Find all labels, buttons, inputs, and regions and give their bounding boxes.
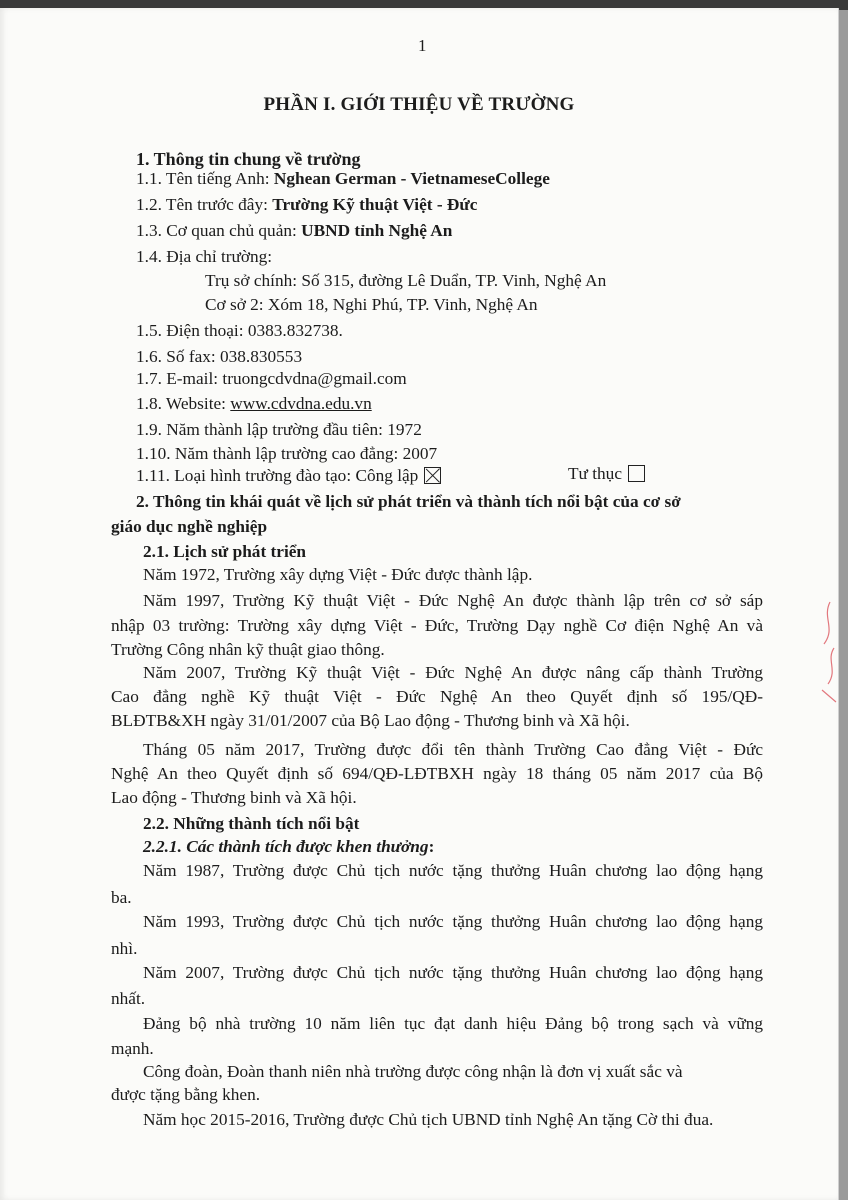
history-paragraph: BLĐTB&XH ngày 31/01/2007 của Bộ Lao động - Thương binh và Xã hội. (111, 711, 630, 730)
item-label: 1.2. Tên trước đây: (136, 195, 273, 214)
private-checkbox[interactable] (628, 465, 645, 482)
history-paragraph: Năm 2007, Trường Kỹ thuật Việt - Đức Nghệ An được nâng cấp thành Trường (143, 663, 763, 682)
item-agency (136, 220, 452, 242)
achievement-paragraph: nhất. (111, 989, 146, 1008)
item-value: Nghean German - VietnameseCollege (273, 169, 550, 188)
item-value: Trường Kỹ thuật Việt - Đức (272, 195, 478, 214)
section-2-2-1-heading (143, 836, 434, 858)
page-number: 1 (418, 36, 427, 55)
achievement-paragraph: mạnh. (111, 1039, 154, 1058)
history-paragraph: Năm 1972, Trường xây dựng Việt - Đức được thành lập. (143, 565, 533, 584)
private-label: Tư thục (568, 464, 622, 483)
section-2-1-heading: 2.1. Lịch sử phát triển (143, 542, 307, 561)
document-page (0, 8, 839, 1200)
item-label: 1.11. Loại hình trường đào tạo: Công lập (136, 466, 419, 485)
item-value: UBND tỉnh Nghệ An (301, 221, 453, 240)
website-link[interactable]: www.cdvdna.edu.vn (230, 394, 372, 413)
item-address-label: 1.4. Địa chỉ trường: (136, 247, 273, 266)
history-paragraph: Nghệ An theo Quyết định số 694/QĐ-LĐTBXH ngày 18 tháng 05 năm 2017 của Bộ (111, 764, 763, 783)
section-2-heading-cont: giáo dục nghề nghiệp (111, 517, 268, 536)
item-school-type (136, 465, 441, 487)
item-label: 1.3. Cơ quan chủ quản: (136, 221, 302, 240)
achievement-paragraph: Năm học 2015-2016, Trường được Chủ tịch UBND tỉnh Nghệ An tặng Cờ thi đua. (143, 1110, 714, 1129)
achievement-paragraph: Năm 2007, Trường được Chủ tịch nước tặng thưởng Huân chương lao động hạng (143, 963, 763, 982)
achievement-paragraph: Đảng bộ nhà trường 10 năm liên tục đạt danh hiệu Đảng bộ trong sạch và vững (143, 1014, 763, 1033)
item-founded-college: 1.10. Năm thành lập trường cao đẳng: 2007 (136, 444, 438, 463)
history-paragraph: Cao đẳng nghề Kỹ thuật Việt - Đức Nghệ An theo Quyết định số 195/QĐ- (111, 687, 763, 706)
item-email: 1.7. E-mail: truongcdvdna@gmail.com (136, 369, 407, 388)
item-english-name (136, 168, 550, 190)
item-fax: 1.6. Số fax: 038.830553 (136, 347, 303, 366)
item-website (136, 393, 372, 415)
item-label: 1.8. Website: (136, 394, 231, 413)
achievement-paragraph: Năm 1987, Trường được Chủ tịch nước tặng thưởng Huân chương lao động hạng (143, 861, 763, 880)
history-paragraph: Trường Công nhân kỹ thuật giao thông. (111, 640, 385, 659)
achievement-paragraph: được tặng bằng khen. (111, 1085, 261, 1104)
item-label: 1.1. Tên tiếng Anh: (136, 169, 274, 188)
section-2-heading: 2. Thông tin khái quát về lịch sử phát triển và thành tích nổi bật của cơ sở (136, 492, 681, 511)
item-phone: 1.5. Điện thoại: 0383.832738. (136, 321, 343, 340)
history-paragraph: nhập 03 trường: Trường xây dựng Việt - Đức, Trường Dạy nghề Cơ điện Nghệ An và (111, 616, 763, 635)
private-option (568, 463, 645, 485)
public-checkbox[interactable] (424, 467, 441, 484)
achievement-paragraph: nhì. (111, 939, 138, 958)
stamp-fragment (816, 598, 842, 708)
achievement-paragraph: Công đoàn, Đoàn thanh niên nhà trường được công nhận là đơn vị xuất sắc và (143, 1062, 683, 1081)
achievement-paragraph: ba. (111, 888, 132, 907)
section-1-heading: 1. Thông tin chung về trường (136, 149, 361, 169)
address-main-campus: Trụ sở chính: Số 315, đường Lê Duẩn, TP. Vinh, Nghệ An (205, 271, 607, 290)
history-paragraph: Tháng 05 năm 2017, Trường được đổi tên thành Trường Cao đẳng Việt - Đức (143, 740, 763, 759)
history-paragraph: Năm 1997, Trường Kỹ thuật Việt - Đức Nghệ An được thành lập trên cơ sở sáp (143, 591, 763, 610)
history-paragraph: Lao động - Thương binh và Xã hội. (111, 788, 357, 807)
part-title: PHẦN I. GIỚI THIỆU VỀ TRƯỜNG (263, 94, 575, 115)
item-former-name (136, 194, 477, 216)
item-founded-first: 1.9. Năm thành lập trường đầu tiên: 1972 (136, 420, 422, 439)
address-second-campus: Cơ sở 2: Xóm 18, Nghi Phú, TP. Vinh, Nghệ An (205, 295, 538, 314)
achievement-paragraph: Năm 1993, Trường được Chủ tịch nước tặng thưởng Huân chương lao động hạng (143, 912, 763, 931)
section-2-2-heading: 2.2. Những thành tích nổi bật (143, 814, 360, 833)
subheading-colon: : (428, 837, 435, 856)
subheading-text: 2.2.1. Các thành tích được khen thưởng (143, 837, 429, 856)
